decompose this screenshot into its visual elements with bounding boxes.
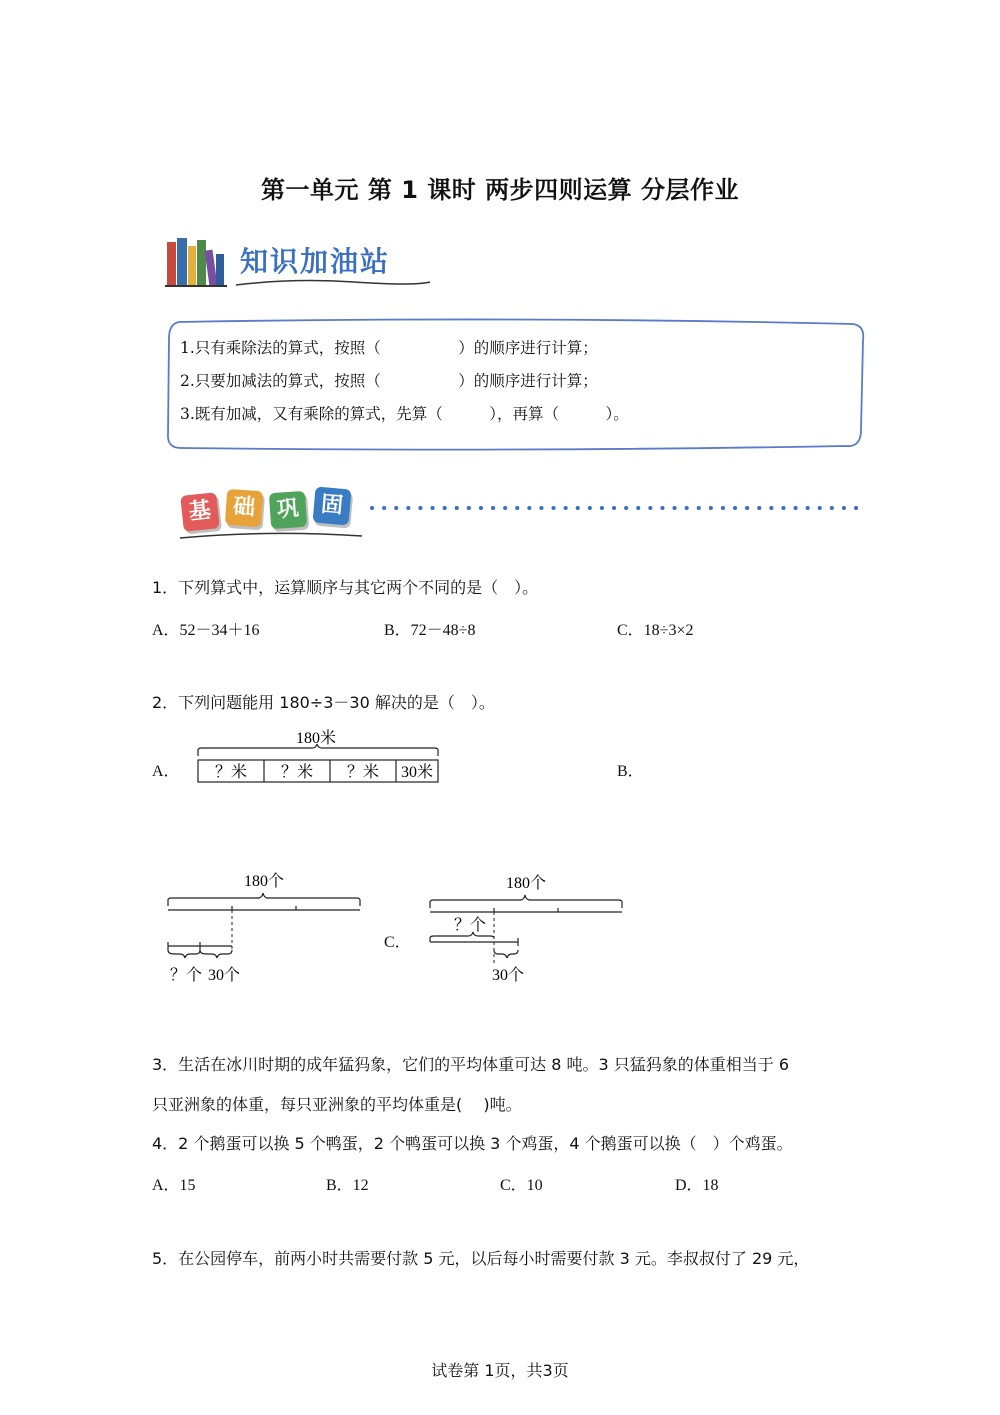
- tile-gu: 固: [312, 486, 351, 525]
- question-2-label-a: A．: [152, 763, 180, 780]
- question-3-line-1: 3．生活在冰川时期的成年猛犸象，它们的平均体重可达 8 吨。3 只猛犸象的体重相当于 6: [152, 1055, 790, 1074]
- question-3-line-2: 只亚洲象的体重，每只亚洲象的平均体重是( )吨。: [152, 1095, 522, 1114]
- section-heading-knowledge: 知识加油站: [240, 245, 391, 278]
- diagram-a-cell-2: ？米: [280, 764, 314, 781]
- diagram-c-total: 180个: [505, 875, 547, 892]
- diagram-a-cell-1: ？米: [214, 764, 248, 781]
- heading-underline: [234, 276, 434, 290]
- question-4-option-d: D．18: [675, 1177, 719, 1194]
- tile-ji: 基: [180, 492, 220, 532]
- page-title: 第一单元 第 1 课时 两步四则运算 分层作业: [261, 176, 739, 204]
- question-4-option-a: A．15: [152, 1177, 196, 1194]
- question-2-label-b: B．: [617, 763, 644, 780]
- tile-chu: 础: [225, 489, 263, 527]
- question-1-option-a: A．52－34＋16: [152, 622, 260, 639]
- question-4-stem: 4．2 个鹅蛋可以换 5 个鸭蛋，2 个鸭蛋可以换 3 个鸡蛋，4 个鹅蛋可以换（ ）个鸡蛋。: [152, 1134, 793, 1153]
- diagram-c: [422, 866, 632, 990]
- question-5-stem: 5．在公园停车，前两小时共需要付款 5 元，以后每小时需要付款 3 元。李叔叔付了 29 元，: [152, 1249, 810, 1268]
- knowledge-line-3: 3.既有加减，又有乘除的算式，先算（ ），再算（ ）。: [180, 405, 629, 423]
- diagram-a-cell-4: 30米: [400, 764, 434, 781]
- tile-gong: 巩: [269, 491, 307, 529]
- question-1-option-c: C．18÷3×2: [617, 622, 694, 639]
- knowledge-line-1: 1.只有乘除法的算式，按照（ ）的顺序进行计算；: [180, 339, 598, 357]
- diagram-b: [160, 866, 370, 990]
- question-2-stem: 2．下列问题能用 180÷3－30 解决的是（ ）。: [152, 693, 495, 712]
- diagram-b-part-1: ？个: [169, 967, 203, 984]
- question-4-option-b: B．12: [326, 1177, 369, 1194]
- diagram-c-part-1: ？个: [453, 917, 487, 934]
- diagram-c-part-2: 30个: [491, 967, 525, 984]
- diagram-b-part-2: 30个: [207, 967, 241, 984]
- question-1-stem: 1．下列算式中，运算顺序与其它两个不同的是（ ）。: [152, 578, 539, 597]
- diagram-a-total: 180米: [295, 730, 337, 747]
- tiles-underline: [176, 528, 366, 544]
- question-1-option-b: B．72－48÷8: [384, 622, 476, 639]
- page-footer: 试卷第 1页，共3页: [431, 1361, 569, 1380]
- diagram-a-cell-3: ？米: [346, 764, 380, 781]
- dotted-divider: [368, 502, 868, 514]
- question-4-option-c: C．10: [500, 1177, 543, 1194]
- question-2-label-c: C．: [384, 934, 411, 951]
- diagram-a: [190, 724, 446, 786]
- knowledge-line-2: 2.只要加减法的算式，按照（ ）的顺序进行计算；: [180, 372, 598, 390]
- books-icon: [165, 236, 227, 288]
- diagram-b-total: 180个: [243, 873, 285, 890]
